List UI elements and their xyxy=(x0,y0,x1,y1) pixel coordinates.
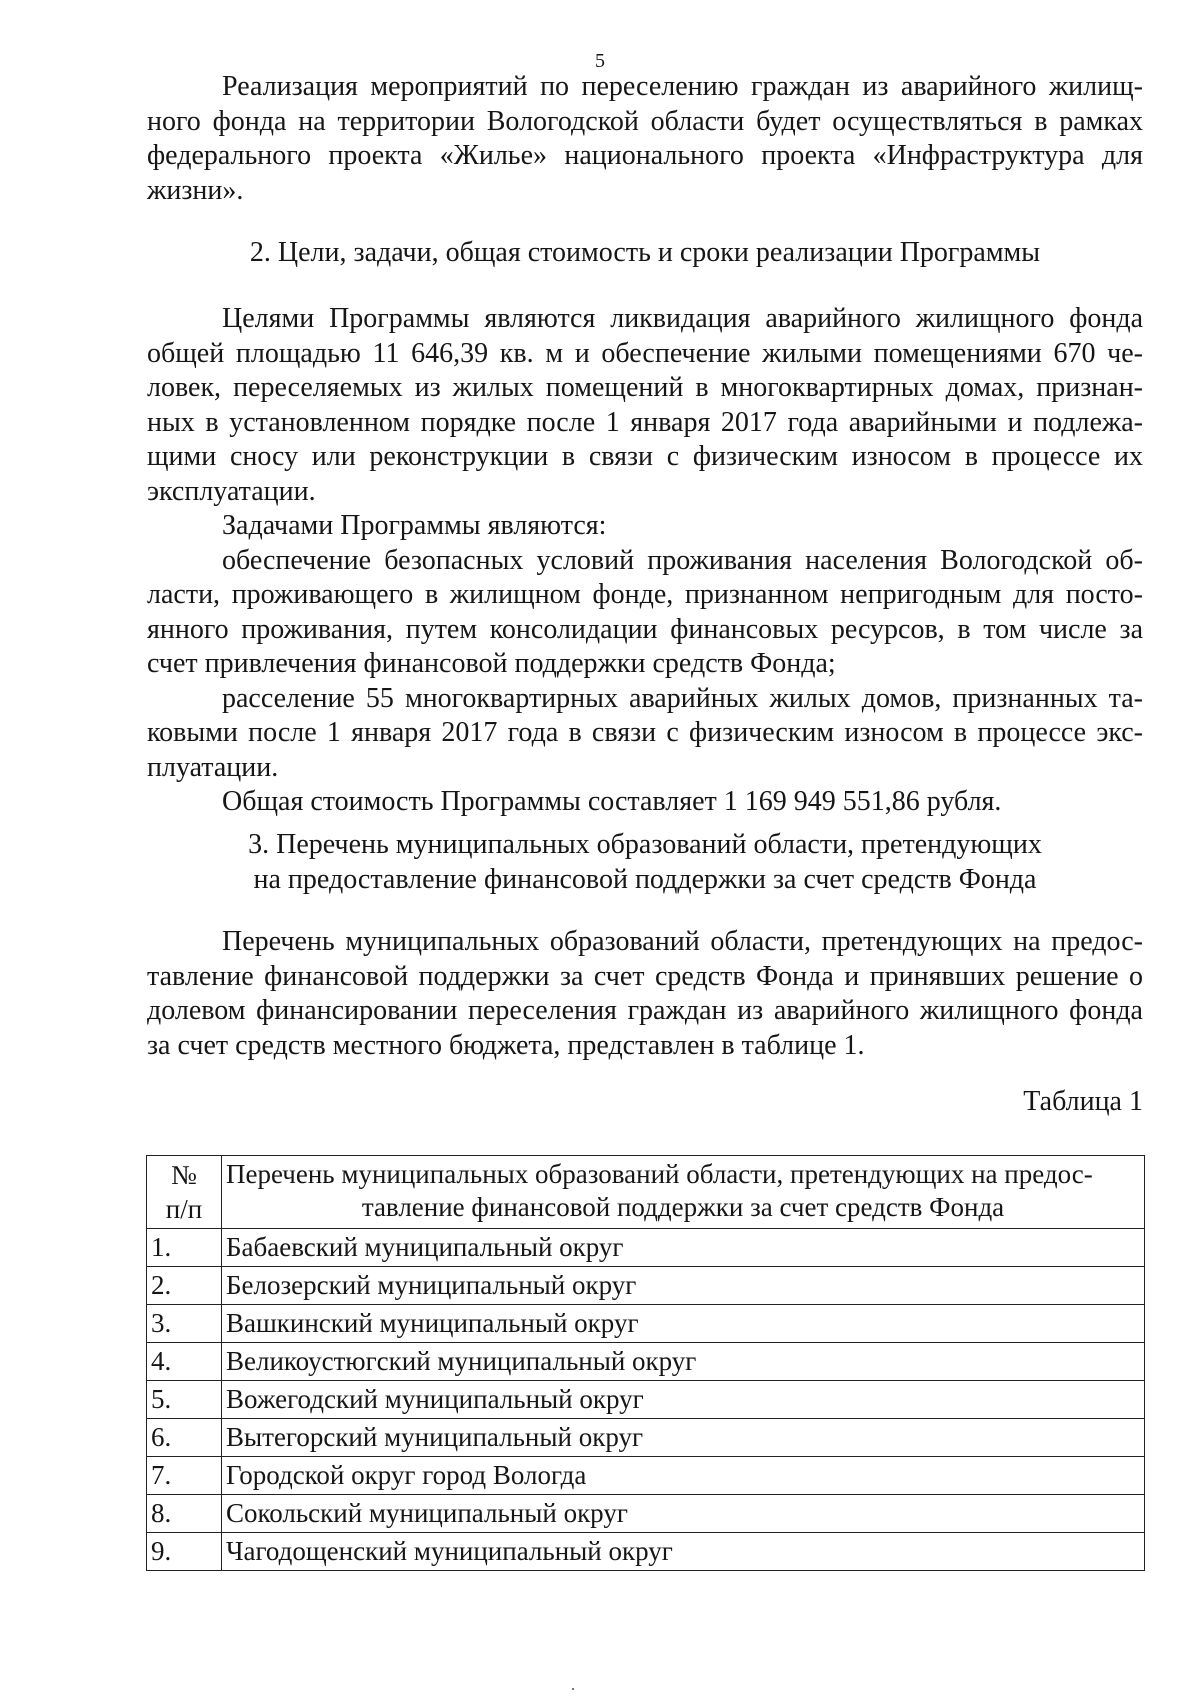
column-header-number-text: № п/п xyxy=(165,1160,203,1224)
municipality-name: Городской округ город Вологда xyxy=(222,1457,1145,1495)
column-header-number xyxy=(147,1156,222,1229)
municipalities-table xyxy=(146,1155,1145,1571)
text-line: тавление финансовой поддержки за счет средств Фонда и принявших решение о xyxy=(147,960,1143,992)
heading-line: на предоставление финансовой поддержки за счет средств Фонда xyxy=(253,863,1037,895)
text-line: Перечень муниципальных образований области, претендующих на предос- xyxy=(222,926,1143,957)
heading-line: 3. Перечень муниципальных образований области, претендующих xyxy=(248,829,1042,860)
section-2-heading: 2. Цели, задачи, общая стоимость и сроки реализации Программы xyxy=(249,237,1041,268)
text-line: эксплуатации. xyxy=(147,475,316,507)
text-line: ласти, проживающего в жилищном фонде, признанном непригодным для посто- xyxy=(147,579,1143,610)
scan-speck xyxy=(572,1688,574,1690)
row-number: 7. xyxy=(147,1457,222,1495)
section-3-paragraph xyxy=(147,925,1143,1063)
text-line: ковыми после 1 января 2017 года в связи с физическим износом в процессе экс- xyxy=(147,717,1143,748)
goals-paragraph xyxy=(147,302,1143,820)
municipality-name: Великоустюгский муниципальный округ xyxy=(222,1343,1145,1381)
row-number: 8. xyxy=(147,1495,222,1533)
text-line: обеспечение безопасных условий проживания населения Вологодской об- xyxy=(222,544,1143,576)
tasks-intro: Задачами Программы являются: xyxy=(222,510,607,541)
municipality-name: Вожегодский муниципальный округ xyxy=(222,1381,1145,1419)
intro-paragraph xyxy=(147,70,1143,208)
row-number: 6. xyxy=(147,1419,222,1457)
text-line: расселение 55 многоквартирных аварийных жилых домов, признанных та- xyxy=(222,682,1143,714)
row-number: 3. xyxy=(147,1305,222,1343)
table-caption: Таблица 1 xyxy=(1023,1086,1143,1117)
table-row xyxy=(147,1381,1145,1419)
header-line: тавление финансовой поддержки за счет средств Фонда xyxy=(361,1192,1005,1222)
table-row xyxy=(147,1419,1145,1457)
text-line: общей площадью 11 646,39 кв. м и обеспечение жилыми помещениями 670 че- xyxy=(147,337,1143,369)
text-line: долевом финансировании переселения граждан из аварийного жилищного фонда xyxy=(147,995,1143,1026)
table-row xyxy=(147,1305,1145,1343)
table-row xyxy=(147,1495,1145,1533)
row-number: 1. xyxy=(147,1229,222,1267)
row-number: 5. xyxy=(147,1381,222,1419)
municipality-name: Белозерский муниципальный округ xyxy=(222,1267,1145,1305)
text-line: федерального проекта «Жилье» национального проекта «Инфраструктура для xyxy=(147,140,1143,171)
text-line: ловек, переселяемых из жилых помещений в многоквартирных домах, признан- xyxy=(147,372,1143,403)
row-number: 2. xyxy=(147,1267,222,1305)
column-header-name xyxy=(222,1156,1145,1229)
text-line: счет привлечения финансовой поддержки средств Фонда; xyxy=(147,648,836,679)
text-line: ных в установленном порядке после 1 января 2017 года аварийными и подлежа- xyxy=(147,406,1143,438)
table-row xyxy=(147,1533,1145,1571)
page-number: 5 xyxy=(595,50,605,72)
municipality-name: Бабаевский муниципальный округ xyxy=(222,1229,1145,1267)
text-line: ного фонда на территории Вологодской области будет осуществляться в рамках xyxy=(147,105,1143,137)
text-line: Целями Программы являются ликвидация аварийного жилищного фонда xyxy=(222,303,1143,334)
row-number: 4. xyxy=(147,1343,222,1381)
program-cost: Общая стоимость Программы составляет 1 169 949 551,86 рубля. xyxy=(222,786,1002,817)
text-line: жизни». xyxy=(147,174,244,206)
municipality-name: Вашкинский муниципальный округ xyxy=(222,1305,1145,1343)
municipality-name: Вытегорский муниципальный округ xyxy=(222,1419,1145,1457)
text-line: плуатации. xyxy=(147,751,279,783)
text-line: Реализация мероприятий по переселению граждан из аварийного жилищ- xyxy=(222,71,1143,102)
table-row xyxy=(147,1267,1145,1305)
row-number: 9. xyxy=(147,1533,222,1571)
municipality-name: Чагодощенский муниципальный округ xyxy=(222,1533,1145,1571)
table-row xyxy=(147,1229,1145,1267)
section-3-heading xyxy=(147,828,1143,897)
table-header-row xyxy=(147,1156,1145,1229)
text-line: за счет средств местного бюджета, представлен в таблице 1. xyxy=(147,1029,865,1061)
table-row xyxy=(147,1343,1145,1381)
municipality-name: Сокольский муниципальный округ xyxy=(222,1495,1145,1533)
table-row xyxy=(147,1457,1145,1495)
text-line: щими сносу или реконструкции в связи с физическим износом в процессе их xyxy=(147,441,1143,472)
text-line: янного проживания, путем консолидации финансовых ресурсов, в том числе за xyxy=(147,613,1143,645)
header-line: Перечень муниципальных образований области, претендующих на предос- xyxy=(226,1159,1093,1189)
